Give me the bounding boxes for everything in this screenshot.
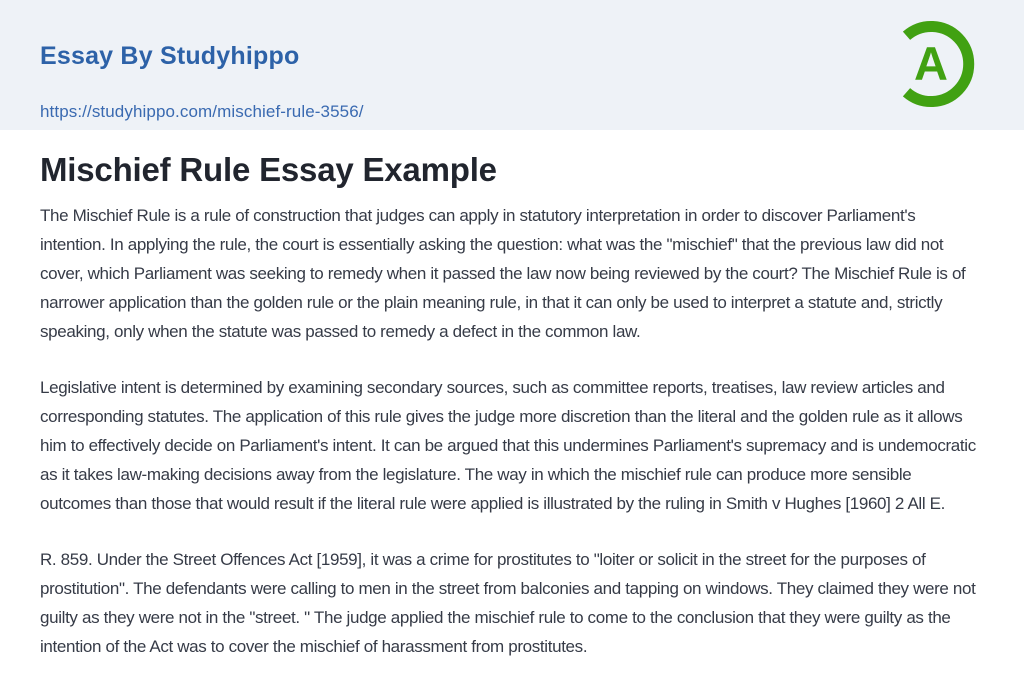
studyhippo-logo — [887, 16, 983, 112]
site-header — [0, 0, 1024, 130]
article — [0, 151, 1024, 661]
site-url-link[interactable]: https://studyhippo.com/mischief-rule-3556/ — [40, 102, 364, 122]
logo-letter: A — [914, 37, 948, 90]
article-body — [40, 201, 984, 661]
logo-arc-icon — [887, 16, 983, 112]
article-paragraph-2: Legislative intent is determined by examining secondary sources, such as committee reports, treatises, law review articles and corresponding statutes. The application of this rule gives the judge more discretion than the literal and the golden rule as it allows him to effectively decide on Parliament's intent. It can be argued that this undermines Parliament's supremacy and is undemocratic as it takes law-making decisions away from the legislature. The way in which the mischief rule can produce more sensible outcomes than those that would result if the literal rule were applied is illustrated by the ruling in Smith v Hughes [1960] 2 All E. — [40, 377, 976, 513]
article-paragraph-1: The Mischief Rule is a rule of construction that judges can apply in statutory interpretation in order to discover Parliament's intention. In applying the rule, the court is essentially asking the question: what was the "mischief" that the previous law did not cover, which Parliament was seeking to remedy when it passed the law now being reviewed by the court? The Mischief Rule is of narrower application than the golden rule or the plain meaning rule, in that it can only be used to interpret a statute and, strictly speaking, only when the statute was passed to remedy a defect in the common law. — [40, 205, 966, 341]
article-paragraph-3: R. 859. Under the Street Offences Act [1959], it was a crime for prostitutes to "loiter or solicit in the street for the purposes of prostitution". The defendants were calling to men in the street from balconies and tapping on windows. They claimed they were not guilty as they were not in the "street. " The judge applied the mischief rule to come to the conclusion that they were guilty as the intention of the Act was to cover the mischief of harassment from prostitutes. — [40, 549, 976, 656]
article-title: Mischief Rule Essay Example — [40, 151, 497, 188]
site-title: Essay By Studyhippo — [40, 42, 300, 70]
